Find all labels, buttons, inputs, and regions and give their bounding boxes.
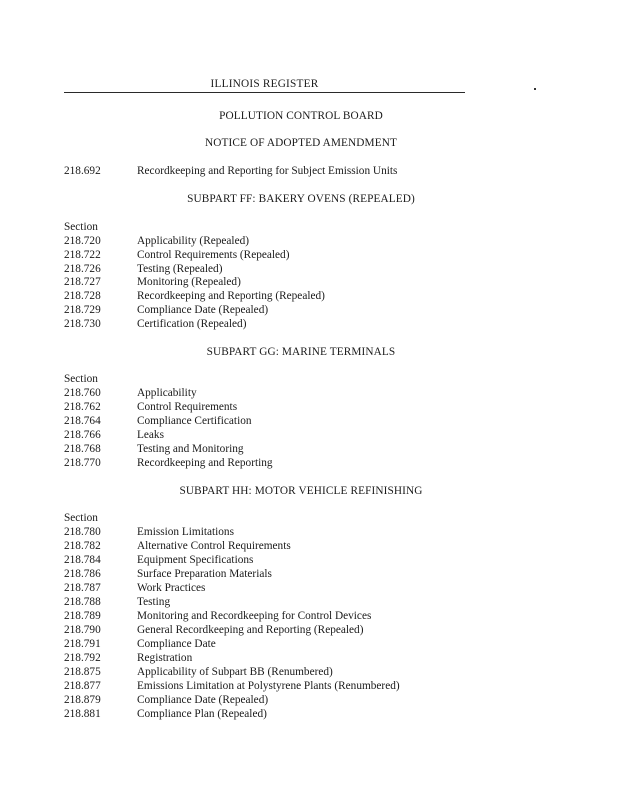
- subpart-gg-heading: SUBPART GG: MARINE TERMINALS: [206, 346, 396, 358]
- section-number: 218.760: [64, 387, 101, 399]
- section-number: 218.722: [64, 248, 101, 261]
- section-number: 218.791: [64, 638, 101, 650]
- section-number: 218.788: [64, 596, 101, 608]
- toc-row: [64, 235, 249, 247]
- toc-row: [64, 290, 325, 302]
- section-title: Applicability of Subpart BB (Renumbered): [137, 666, 333, 678]
- toc-row: [64, 638, 216, 650]
- toc-row: [64, 304, 268, 316]
- toc-row: [64, 554, 253, 566]
- section-number: 218.770: [64, 457, 101, 469]
- section-title: Compliance Certification: [137, 415, 252, 427]
- toc-row: [64, 249, 289, 261]
- header-rule: [64, 92, 465, 93]
- toc-row: [64, 318, 246, 330]
- section-title: Leaks: [137, 429, 164, 441]
- section-title: Alternative Control Requirements: [137, 540, 291, 552]
- toc-row: [64, 610, 371, 622]
- toc-row: [64, 415, 252, 427]
- toc-row: [64, 276, 241, 288]
- section-title: Compliance Date (Repealed): [137, 304, 269, 316]
- section-number: 218.729: [64, 304, 101, 316]
- toc-row: [64, 263, 222, 275]
- section-title: Compliance Date (Repealed): [137, 694, 269, 706]
- section-number: 218.768: [64, 443, 101, 455]
- section-title: General Recordkeeping and Reporting (Repealed): [137, 624, 364, 636]
- section-title: Registration: [137, 652, 193, 664]
- section-number: 218.784: [64, 554, 101, 566]
- toc-row: [64, 582, 205, 594]
- subpart-hh-heading: SUBPART HH: MOTOR VEHICLE REFINISHING: [179, 485, 423, 497]
- header-mark: [534, 88, 536, 90]
- toc-row: [64, 526, 234, 538]
- toc-row: [64, 680, 400, 692]
- section-title: Testing and Monitoring: [137, 443, 244, 455]
- section-title: Monitoring (Repealed): [137, 276, 241, 289]
- section-number: 218.692: [64, 165, 101, 177]
- section-number: 218.787: [64, 582, 101, 594]
- section-title: Compliance Plan (Repealed): [137, 708, 267, 720]
- section-title: Surface Preparation Materials: [137, 568, 272, 580]
- section-title: Work Practices: [137, 582, 206, 594]
- section-number: 218.875: [64, 666, 101, 678]
- toc-row: [64, 708, 267, 720]
- subpart-ff-heading: SUBPART FF: BAKERY OVENS (REPEALED): [187, 193, 415, 205]
- section-title: Emissions Limitation at Polystyrene Plants (Renumbered): [137, 680, 400, 692]
- section-title: Control Requirements (Repealed): [137, 248, 290, 261]
- toc-row: [64, 429, 164, 441]
- section-label: Section: [64, 512, 98, 524]
- notice-title: NOTICE OF ADOPTED AMENDMENT: [205, 137, 397, 149]
- section-number: 218.792: [64, 652, 101, 664]
- section-title: Testing (Repealed): [137, 262, 223, 275]
- section-title: Monitoring and Recordkeeping for Control Devices: [137, 610, 372, 622]
- section-title: Emission Limitations: [137, 526, 234, 538]
- section-number: 218.780: [64, 526, 101, 538]
- section-number: 218.764: [64, 415, 101, 427]
- section-number: 218.790: [64, 624, 101, 636]
- section-number: 218.782: [64, 540, 101, 552]
- section-number: 218.726: [64, 262, 101, 275]
- section-title: Recordkeeping and Reporting (Repealed): [137, 290, 325, 303]
- toc-row: [64, 387, 197, 399]
- section-label: Section: [64, 221, 98, 233]
- section-number: 218.728: [64, 290, 101, 303]
- toc-row: [64, 540, 291, 552]
- section-title: Applicability: [137, 387, 197, 399]
- section-number: 218.877: [64, 680, 101, 692]
- toc-row: [64, 596, 170, 608]
- section-number: 218.789: [64, 610, 101, 622]
- toc-row: [64, 624, 363, 636]
- section-title: Recordkeeping and Reporting: [137, 457, 273, 469]
- section-number: 218.786: [64, 568, 101, 580]
- section-number: 218.762: [64, 401, 101, 413]
- toc-row: [64, 568, 272, 580]
- toc-row: [64, 401, 237, 413]
- section-title: Compliance Date: [137, 638, 216, 650]
- section-title: Certification (Repealed): [137, 317, 247, 330]
- section-title: Equipment Specifications: [137, 554, 254, 566]
- toc-row: [64, 443, 244, 455]
- section-number: 218.879: [64, 694, 101, 706]
- section-number: 218.730: [64, 317, 101, 330]
- toc-row: [64, 694, 268, 706]
- section-number: 218.766: [64, 429, 101, 441]
- section-title: Testing: [137, 596, 171, 608]
- section-number: 218.727: [64, 276, 101, 289]
- section-number: 218.881: [64, 708, 101, 720]
- section-title: Applicability (Repealed): [137, 235, 249, 247]
- agency-title: POLLUTION CONTROL BOARD: [219, 110, 383, 122]
- toc-row: [64, 666, 333, 678]
- section-number: 218.720: [64, 235, 101, 247]
- register-title: ILLINOIS REGISTER: [210, 78, 319, 90]
- section-title: Control Requirements: [137, 401, 238, 413]
- section-label: Section: [64, 373, 98, 385]
- section-title: Recordkeeping and Reporting for Subject Emission Units: [137, 165, 398, 177]
- intro-entry: [64, 165, 397, 177]
- toc-row: [64, 457, 273, 469]
- toc-row: [64, 652, 192, 664]
